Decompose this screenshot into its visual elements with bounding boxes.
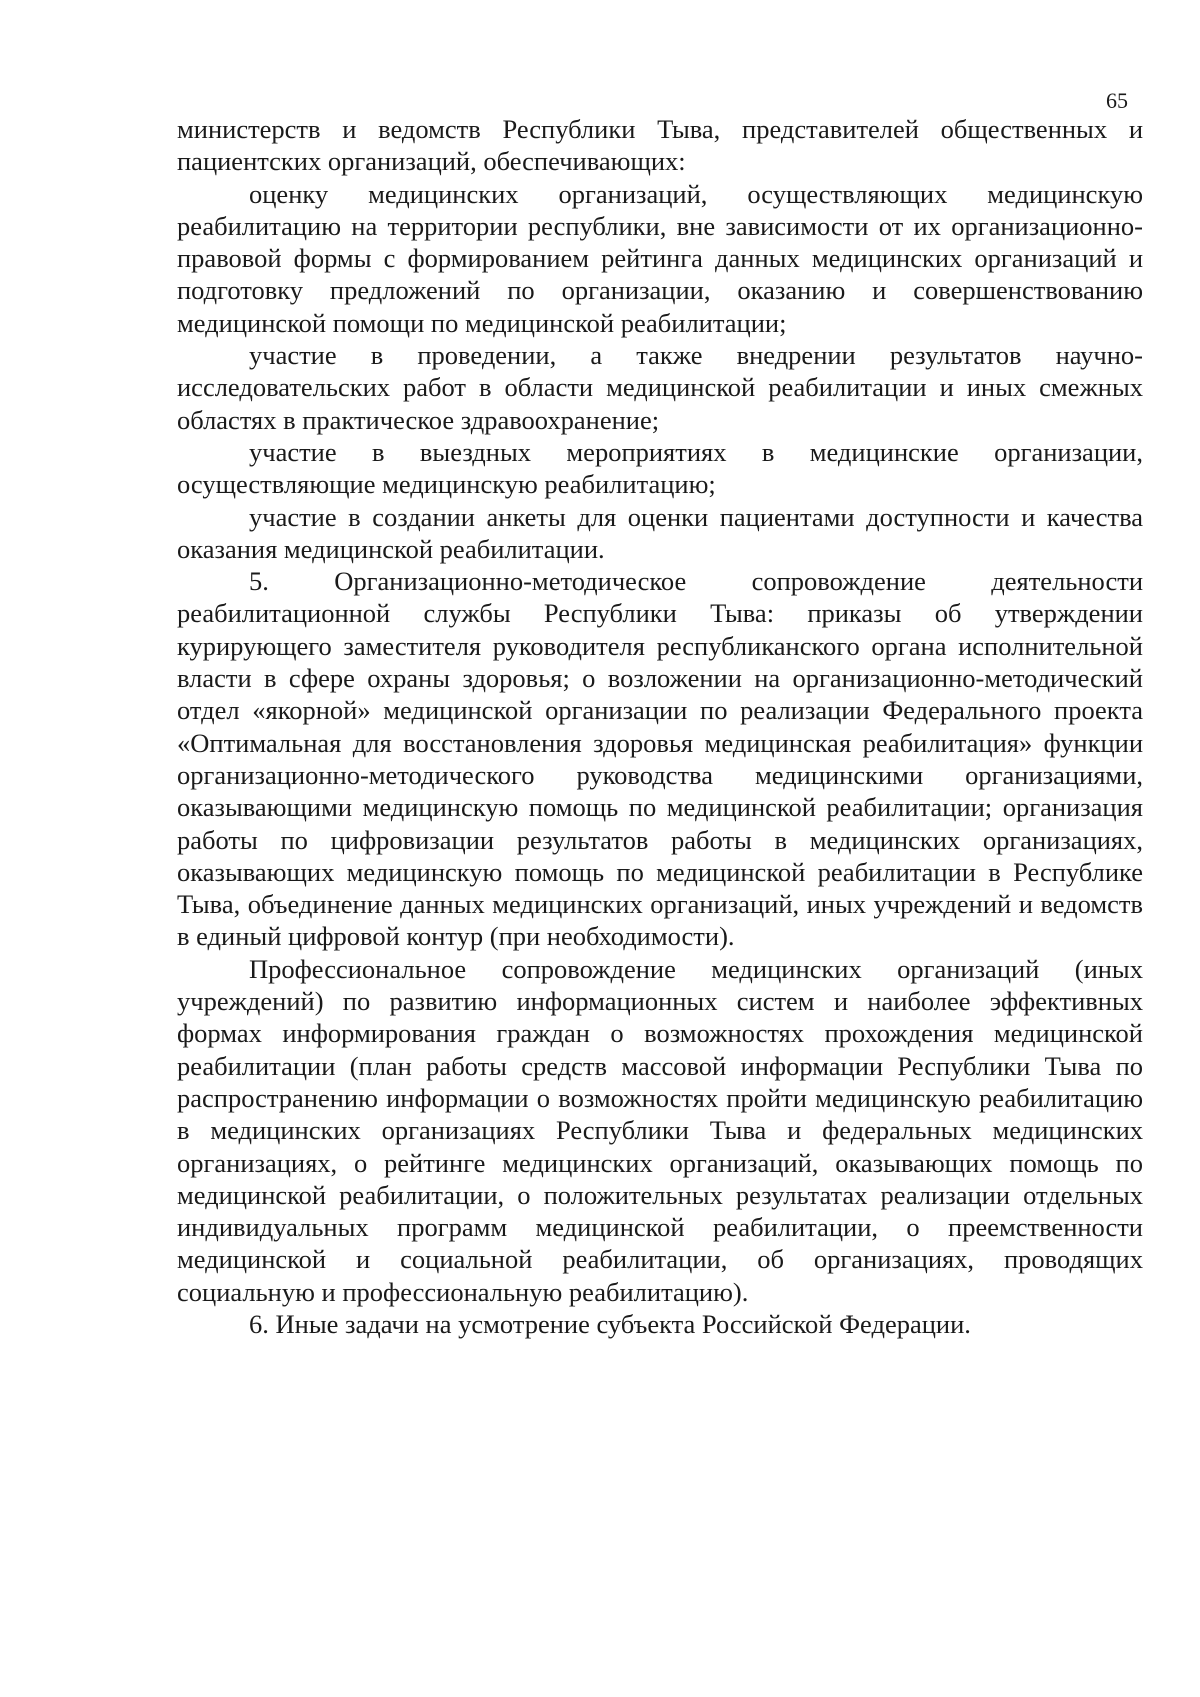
paragraph-questionnaire: участие в создании анкеты для оценки пациентами доступности и качества оказания медицинской реабилитации.	[177, 501, 1143, 564]
paragraph-item-5: 5. Организационно-методическое сопровождение деятельности реабилитационной службы Республики Тыва: приказы об утверждении курирующего заместителя руководителя республиканского органа исполнительной власти в сфере охраны здоровья; о возложении на организационно-методический отдел «якорной» медицинской организации по реализации Федерального проекта «Оптимальная для восстановления здоровья медицинская реабилитация» функции организационно-методического руководства медицинскими организациями, оказывающими медицинскую помощь по медицинской реабилитации; организация работы по цифровизации результатов работы в медицинских организациях, оказывающих медицинскую помощь по медицинской реабилитации в Республике Тыва, объединение данных медицинских организаций, иных учреждений и ведомств в единый цифровой контур (при необходимости).	[177, 566, 1143, 952]
page-number: 65	[1106, 88, 1128, 113]
paragraph-professional-support: Профессиональное сопровождение медицинских организаций (иных учреждений) по развитию информационных систем и наиболее эффективных формах информирования граждан о возможностях прохождения медицинской реабилитации (план работы средств массовой информации Республики Тыва по распространению информации о возможностях пройти медицинскую реабилитацию в медицинских организациях Республики Тыва и федеральных медицинских организациях, о рейтинге медицинских организаций, оказывающих помощь по медицинской реабилитации, о положительных результатах реализации отдельных индивидуальных программ медицинской реабилитации, о преемственности медицинской и социальной реабилитации, об организациях, проводящих социальную и профессиональную реабилитацию).	[177, 953, 1143, 1307]
paragraph-field-visits: участие в выездных мероприятиях в медицинские организации, осуществляющие медицинскую реабилитацию;	[177, 436, 1143, 500]
paragraph-evaluation: оценку медицинских организаций, осуществляющих медицинскую реабилитацию на территории республики, вне зависимости от их организационно-правовой формы с формированием рейтинга данных медицинских организаций и подготовку предложений по организации, оказанию и совершенствованию медицинской помощи по медицинской реабилитации;	[177, 178, 1143, 338]
document-body	[177, 113, 1143, 1340]
paragraph-intro: министерств и ведомств Республики Тыва, представителей общественных и пациентских организаций, обеспечивающих:	[177, 114, 1143, 177]
paragraph-research: участие в проведении, а также внедрении результатов научно-исследовательских работ в области медицинской реабилитации и иных смежных областях в практическое здравоохранение;	[177, 340, 1143, 435]
paragraph-item-6: 6. Иные задачи на усмотрение субъекта Российской Федерации.	[249, 1308, 971, 1339]
